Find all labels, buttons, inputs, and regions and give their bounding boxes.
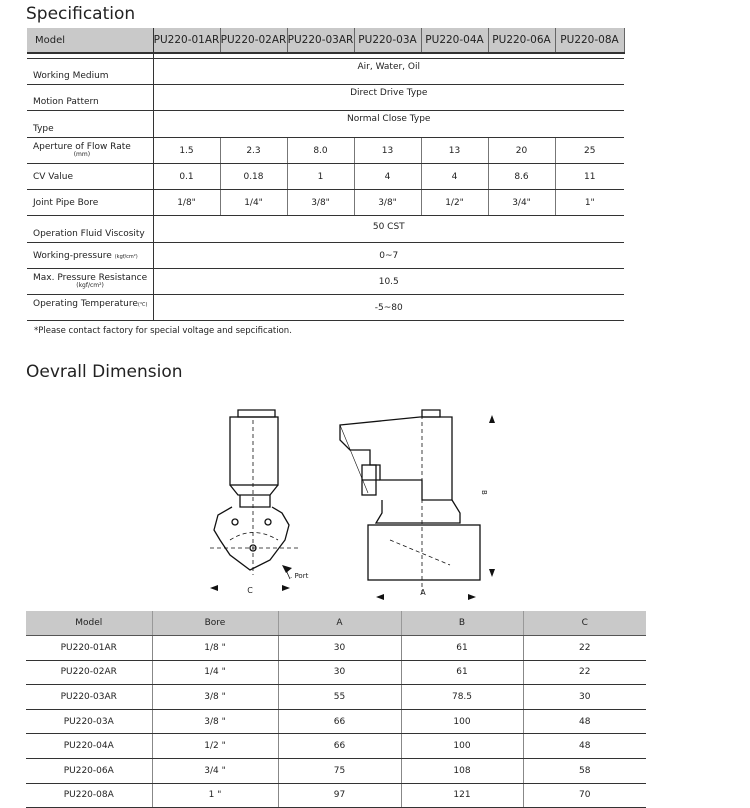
dimension-cell: PU220-08A: [26, 783, 152, 808]
spec-value: 13: [354, 138, 421, 164]
spec-row-aperture: [27, 138, 624, 164]
spec-value: 3/8": [354, 190, 421, 216]
spec-header-row: [27, 28, 624, 53]
table-row: [26, 734, 646, 759]
spec-label-text: Max. Pressure Resistance: [33, 273, 148, 283]
spec-label: [27, 269, 153, 295]
spec-value: 3/8": [287, 190, 354, 216]
dimension-cell: 30: [278, 660, 401, 685]
spec-value: 1: [287, 164, 354, 190]
spec-value: 0.18: [220, 164, 287, 190]
spec-unit: (kgf/cm²): [76, 282, 104, 289]
dimension-cell: PU220-04A: [26, 734, 152, 759]
spec-value: 1": [555, 190, 624, 216]
dimension-header: C: [523, 611, 646, 636]
spec-value: 1/2": [421, 190, 488, 216]
spec-value: Normal Close Type: [153, 111, 624, 138]
spec-label: Working Medium: [27, 59, 153, 85]
table-row: [26, 636, 646, 661]
dimension-cell: 1/2 ": [152, 734, 278, 759]
dimension-cell: 66: [278, 734, 401, 759]
spec-label: [27, 138, 153, 164]
spec-row-pressure: [27, 243, 624, 269]
spec-label: CV Value: [27, 164, 153, 190]
spec-value: 1.5: [153, 138, 220, 164]
spec-value: Direct Drive Type: [153, 85, 624, 111]
spec-model-header: PU220-04A: [421, 28, 488, 53]
dimension-title: Oevrall Dimension: [26, 362, 183, 382]
spec-row-viscosity: [27, 216, 624, 243]
dimension-cell: 55: [278, 685, 401, 710]
dimension-cell: 58: [523, 758, 646, 783]
dimension-cell: 30: [523, 685, 646, 710]
spec-row-type: [27, 111, 624, 138]
dimension-cell: 1/8 ": [152, 636, 278, 661]
table-row: [26, 709, 646, 734]
spec-value: 2.3: [220, 138, 287, 164]
spec-label: Operation Fluid Viscosity: [27, 216, 153, 243]
dimension-cell: 3/4 ": [152, 758, 278, 783]
spec-value: 4: [421, 164, 488, 190]
spec-value: 50 CST: [153, 216, 624, 243]
dimension-cell: 30: [278, 636, 401, 661]
spec-model-header: PU220-02AR: [220, 28, 287, 53]
spec-value: 1/4": [220, 190, 287, 216]
dimension-header: A: [278, 611, 401, 636]
spec-value: 8.0: [287, 138, 354, 164]
dimension-cell: 70: [523, 783, 646, 808]
spec-value: 20: [488, 138, 555, 164]
dimension-cell: 22: [523, 636, 646, 661]
spec-model-header: PU220-01AR: [153, 28, 220, 53]
dimension-cell: 66: [278, 709, 401, 734]
spec-value: 8.6: [488, 164, 555, 190]
spec-value: 3/4": [488, 190, 555, 216]
spec-unit: (kgf/cm²): [114, 253, 138, 260]
specification-table: [27, 28, 625, 321]
spec-label: Joint Pipe Bore: [27, 190, 153, 216]
spec-header-label: Model: [27, 28, 153, 53]
dimension-label-a: A: [420, 588, 426, 597]
spec-value: 10.5: [153, 269, 624, 295]
dimension-cell: PU220-06A: [26, 758, 152, 783]
dimension-header: Bore: [152, 611, 278, 636]
spec-row-working-medium: [27, 59, 624, 85]
dimension-cell: 61: [401, 660, 523, 685]
dimension-cell: 121: [401, 783, 523, 808]
specification-title: Specification: [26, 4, 136, 24]
dimension-label-b: B: [480, 490, 488, 495]
dimension-label-c: C: [247, 586, 253, 595]
spec-value: 1/8": [153, 190, 220, 216]
dimension-cell: 48: [523, 734, 646, 759]
spec-row-motion-pattern: [27, 85, 624, 111]
spec-row-temperature: [27, 295, 624, 321]
spec-value: 11: [555, 164, 624, 190]
spec-model-header: PU220-06A: [488, 28, 555, 53]
spec-row-bore: [27, 190, 624, 216]
dimension-cell: 100: [401, 709, 523, 734]
spec-model-header: PU220-03AR: [287, 28, 354, 53]
dimension-table: [26, 611, 646, 808]
dimension-cell: 61: [401, 636, 523, 661]
dimension-cell: PU220-03AR: [26, 685, 152, 710]
table-row: [26, 783, 646, 808]
dimension-cell: 22: [523, 660, 646, 685]
spec-model-header: PU220-08A: [555, 28, 624, 53]
spec-label-text: Working-pressure: [33, 250, 112, 261]
dimension-cell: 1/4 ": [152, 660, 278, 685]
dimension-cell: PU220-01AR: [26, 636, 152, 661]
dimension-cell: 75: [278, 758, 401, 783]
spec-label-text: Operating Temperature: [33, 299, 138, 309]
dimension-cell: 48: [523, 709, 646, 734]
dimension-cell: 108: [401, 758, 523, 783]
spec-label: Motion Pattern: [27, 85, 153, 111]
spec-unit: (℃): [137, 302, 148, 308]
spec-unit: (mm): [73, 151, 91, 158]
spec-value: Air, Water, Oil: [153, 59, 624, 85]
table-row: [26, 660, 646, 685]
spec-label: [27, 243, 153, 269]
dimension-cell: PU220-02AR: [26, 660, 152, 685]
spec-value: 13: [421, 138, 488, 164]
dimension-cell: 3/8 ": [152, 709, 278, 734]
footnote: *Please contact factory for special voltage and sepcification.: [34, 326, 292, 336]
dimension-header-row: [26, 611, 646, 636]
spec-label: Type: [27, 111, 153, 138]
dimension-cell: 78.5: [401, 685, 523, 710]
spec-row-cv: [27, 164, 624, 190]
dimension-header: Model: [26, 611, 152, 636]
port-label: . Port: [290, 572, 309, 580]
spec-value: 4: [354, 164, 421, 190]
spec-model-header: PU220-03A: [354, 28, 421, 53]
dimension-cell: 100: [401, 734, 523, 759]
spec-value: 0.1: [153, 164, 220, 190]
spec-row-max-pressure: [27, 269, 624, 295]
table-row: [26, 685, 646, 710]
dimension-cell: 97: [278, 783, 401, 808]
spec-label: [27, 295, 153, 321]
spec-value: -5~80: [153, 295, 624, 321]
spec-value: 25: [555, 138, 624, 164]
valve-dimension-drawing: [190, 395, 520, 605]
dimension-cell: 3/8 ": [152, 685, 278, 710]
table-row: [26, 758, 646, 783]
dimension-header: B: [401, 611, 523, 636]
spec-value: 0~7: [153, 243, 624, 269]
dimension-cell: 1 ": [152, 783, 278, 808]
dimension-cell: PU220-03A: [26, 709, 152, 734]
spec-label-text: Aperture of Flow Rate: [33, 142, 131, 152]
